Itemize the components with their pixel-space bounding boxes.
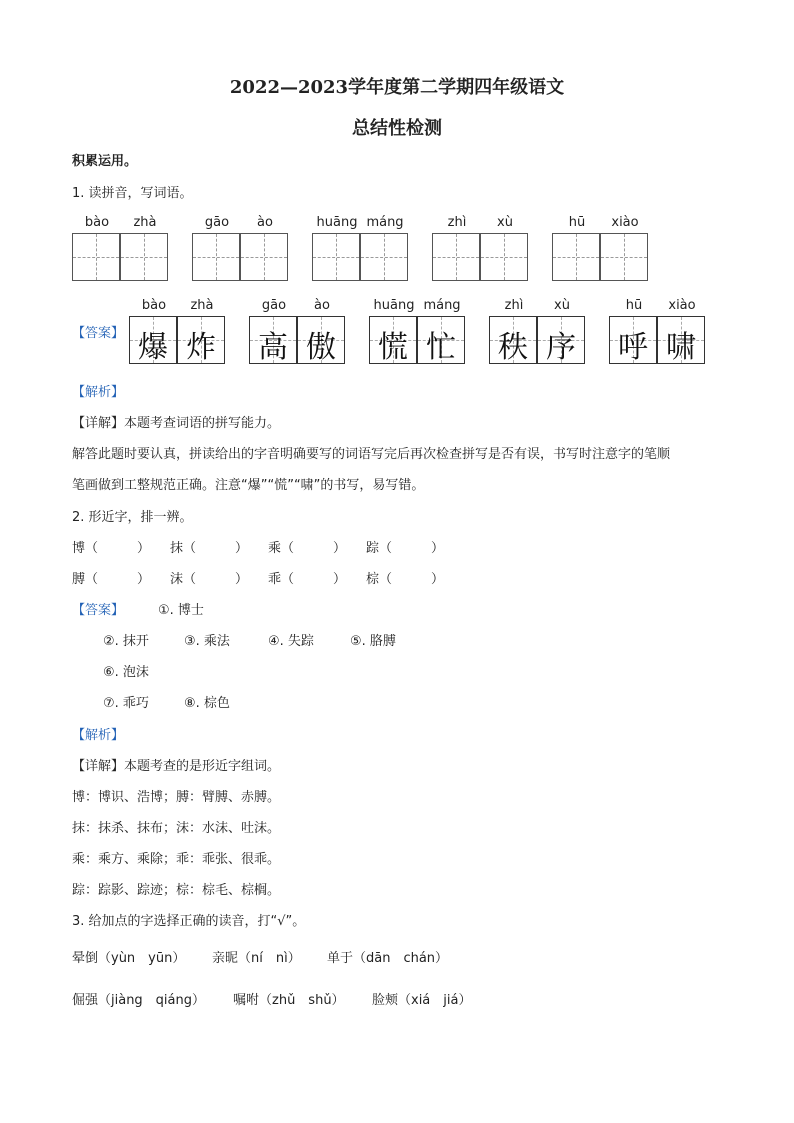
page-subtitle: 总结性检测 xyxy=(352,118,442,139)
answer-box xyxy=(249,316,297,364)
answer-label: 【答案】 xyxy=(72,326,125,341)
answer-box xyxy=(369,316,417,364)
answer-item: ⑤. 胳膊 xyxy=(350,634,396,649)
pinyin-label: zhà xyxy=(190,298,214,313)
answer-character: 序 xyxy=(546,330,576,365)
answer-box xyxy=(297,316,345,364)
explanation-line: 笔画做到工整规范正确。注意“爆”“慌”“啸”的书写，易写错。 xyxy=(72,478,425,493)
explanation-line: 乘：乘方、乘除；乖：乖张、很乖。 xyxy=(72,852,281,867)
pinyin-label: xù xyxy=(497,215,513,230)
pinyin-label: hū xyxy=(625,298,643,313)
pinyin-label: zhì xyxy=(447,215,467,230)
pinyin-label: ào xyxy=(257,215,273,230)
pinyin-label: máng xyxy=(366,215,404,230)
explanation-line: 博：博识、浩博；膊：臂膊、赤膊。 xyxy=(72,790,281,805)
fill-blank-item[interactable]: 踪（ ） xyxy=(366,541,445,556)
answer-character: 秩 xyxy=(498,330,528,365)
answer-box xyxy=(537,316,585,364)
answer-character: 呼 xyxy=(618,330,648,365)
pinyin-label: hū xyxy=(568,215,586,230)
answer-item: ④. 失踪 xyxy=(268,634,314,649)
writing-box[interactable] xyxy=(480,233,528,281)
pronunciation-choice[interactable]: 亲昵（ní nì） xyxy=(212,951,301,966)
fill-blank-item[interactable]: 棕（ ） xyxy=(366,572,445,587)
fill-blank-item[interactable]: 抹（ ） xyxy=(170,541,249,556)
analysis-label: 【解析】 xyxy=(72,385,125,400)
pronunciation-choice[interactable]: 脸颊（xiá jiá） xyxy=(372,993,472,1008)
answer-item: ②. 抹开 xyxy=(103,634,149,649)
explanation-line: 踪：踪影、踪迹；棕：棕毛、棕榈。 xyxy=(72,883,281,898)
answer-item: ①. 博士 xyxy=(158,603,204,618)
pinyin-label: huāng xyxy=(316,215,358,230)
pinyin-label: huāng xyxy=(373,298,415,313)
pinyin-label: ào xyxy=(314,298,330,313)
pinyin-label: xiào xyxy=(668,298,696,313)
pinyin-label: zhì xyxy=(504,298,524,313)
writing-box[interactable] xyxy=(312,233,360,281)
q3-prompt: 3. 给加点的字选择正确的读音，打“√”。 xyxy=(72,914,306,929)
section-heading: 积累运用。 xyxy=(72,154,138,169)
pronunciation-choice[interactable]: 单于（dān chán） xyxy=(327,951,449,966)
pinyin-label: gāo xyxy=(204,215,230,230)
pronunciation-choice[interactable]: 嘱咐（zhǔ shǔ） xyxy=(233,993,345,1008)
pinyin-label: máng xyxy=(423,298,461,313)
writing-box[interactable] xyxy=(360,233,408,281)
writing-box[interactable] xyxy=(120,233,168,281)
fill-blank-item[interactable]: 膊（ ） xyxy=(72,572,151,587)
pinyin-label: xù xyxy=(554,298,570,313)
q1-prompt: 1. 读拼音，写词语。 xyxy=(72,186,193,201)
answer-character: 傲 xyxy=(306,330,336,365)
pinyin-label: gāo xyxy=(261,298,287,313)
pinyin-label: xiào xyxy=(611,215,639,230)
detail-line: 【详解】本题考查词语的拼写能力。 xyxy=(72,416,281,431)
answer-box xyxy=(489,316,537,364)
answer-box xyxy=(657,316,705,364)
fill-blank-item[interactable]: 沫（ ） xyxy=(170,572,249,587)
q2-prompt: 2. 形近字，排一辨。 xyxy=(72,510,193,525)
explanation-line: 抹：抹杀、抹布；沫：水沫、吐沫。 xyxy=(72,821,281,836)
pronunciation-choice[interactable]: 晕倒（yùn yūn） xyxy=(72,951,186,966)
answer-character: 慌 xyxy=(378,330,408,365)
answer-character: 忙 xyxy=(426,330,456,365)
writing-box[interactable] xyxy=(240,233,288,281)
answer-box xyxy=(177,316,225,364)
fill-blank-item[interactable]: 乘（ ） xyxy=(268,541,347,556)
fill-blank-item[interactable]: 乖（ ） xyxy=(268,572,347,587)
answer-label: 【答案】 xyxy=(72,603,125,618)
answer-item: ⑥. 泡沫 xyxy=(103,665,149,680)
answer-box xyxy=(129,316,177,364)
writing-box[interactable] xyxy=(432,233,480,281)
answer-character: 高 xyxy=(258,330,288,365)
answer-item: ⑧. 棕色 xyxy=(184,696,230,711)
writing-box[interactable] xyxy=(552,233,600,281)
explanation-line: 解答此题时要认真，拼读给出的字音明确要写的词语写完后再次检查拼写是否有误，书写时注意字的笔顺 xyxy=(72,447,671,462)
pronunciation-choice[interactable]: 倔强（jiàng qiáng） xyxy=(72,993,206,1008)
writing-box[interactable] xyxy=(600,233,648,281)
pinyin-label: bào xyxy=(84,215,110,230)
writing-box[interactable] xyxy=(192,233,240,281)
writing-box[interactable] xyxy=(72,233,120,281)
fill-blank-item[interactable]: 博（ ） xyxy=(72,541,151,556)
page-title: 2022—2023学年度第二学期四年级语文 xyxy=(229,77,565,98)
answer-character: 啸 xyxy=(666,330,696,365)
analysis-label: 【解析】 xyxy=(72,728,125,743)
answer-item: ⑦. 乖巧 xyxy=(103,696,149,711)
pinyin-label: zhà xyxy=(133,215,157,230)
answer-box xyxy=(417,316,465,364)
answer-item: ③. 乘法 xyxy=(184,634,230,649)
pinyin-label: bào xyxy=(141,298,167,313)
answer-character: 炸 xyxy=(186,330,216,365)
detail-line: 【详解】本题考查的是形近字组词。 xyxy=(72,759,281,774)
answer-character: 爆 xyxy=(138,330,168,365)
answer-box xyxy=(609,316,657,364)
